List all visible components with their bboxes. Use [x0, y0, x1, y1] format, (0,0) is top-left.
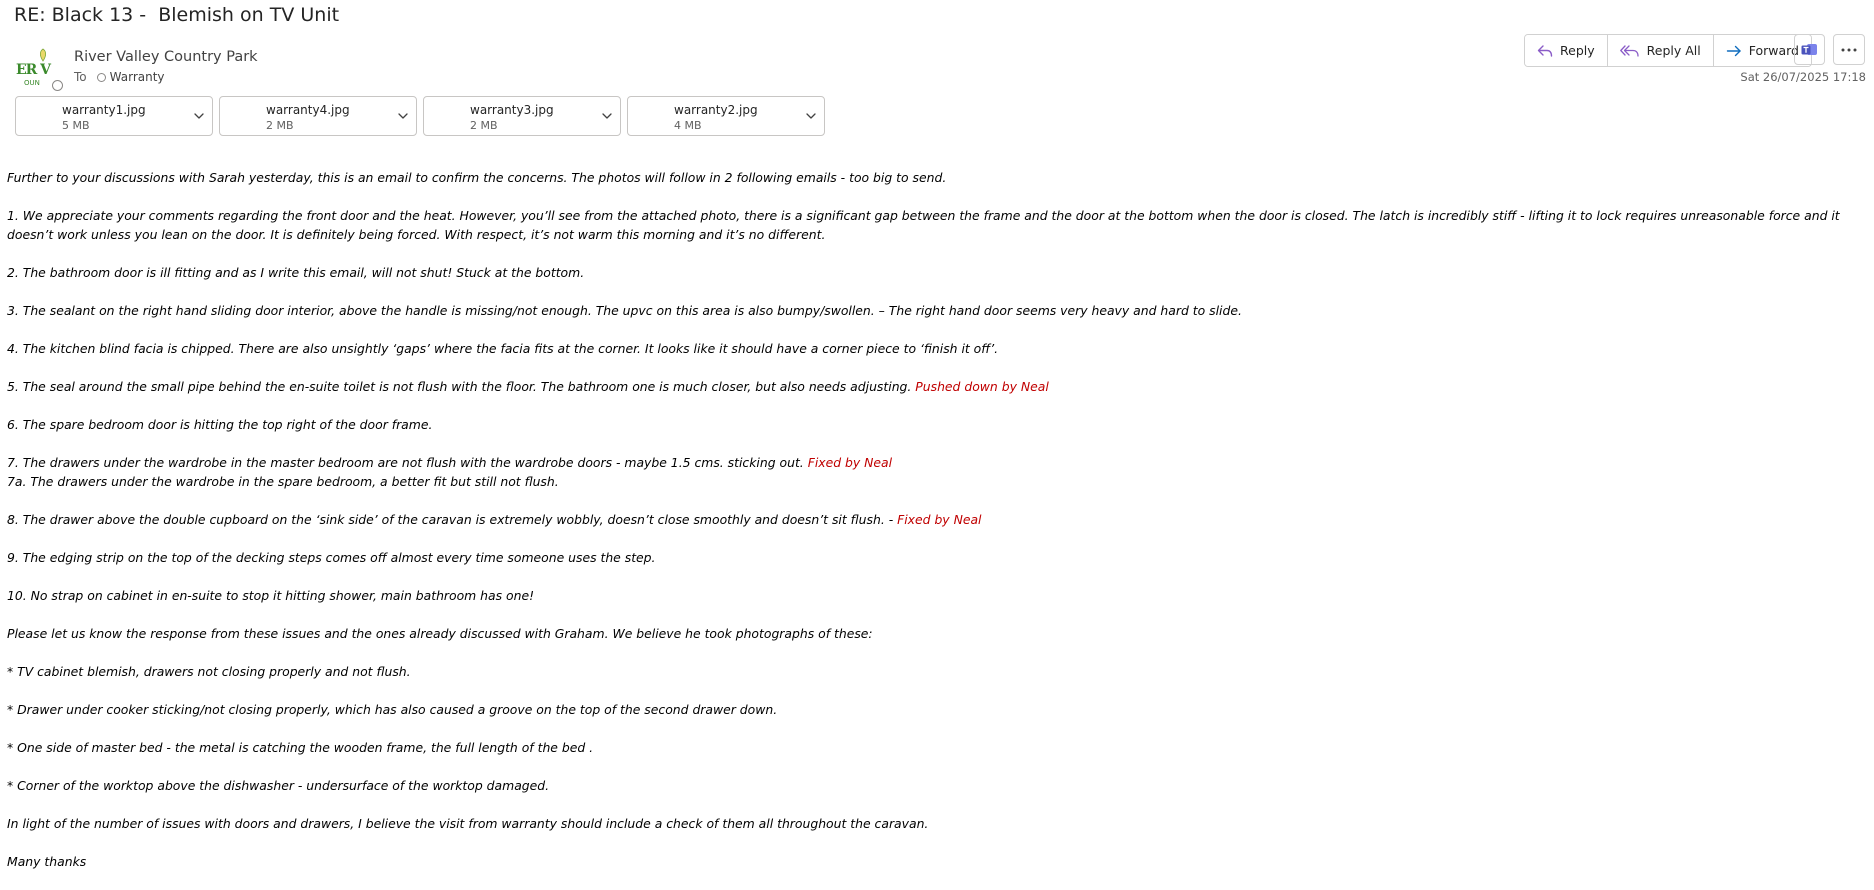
teams-button[interactable] — [1794, 34, 1825, 65]
avatar-logo-text: ER V — [16, 62, 51, 78]
sent-timestamp: Sat 26/07/2025 17:18 — [1740, 70, 1866, 84]
body-paragraph: 7a. The drawers under the wardrobe in the spare bedroom, a better fit but still not flush. — [7, 474, 559, 489]
status-note: Pushed down by Neal — [915, 379, 1049, 394]
chevron-down-icon[interactable] — [396, 109, 410, 123]
body-paragraph: 2. The bathroom door is ill fitting and as I write this email, will not shut! Stuck at the bottom. — [7, 265, 585, 280]
message-actions — [1524, 34, 1812, 67]
body-paragraph: In light of the number of issues with doors and drawers, I believe the visit from warranty should include a check of them all throughout the caravan. — [7, 816, 929, 831]
recipient-presence-icon — [97, 73, 106, 82]
attachment-name: warranty3.jpg — [470, 103, 554, 117]
status-note: Fixed by Neal — [807, 455, 893, 470]
chevron-down-icon[interactable] — [804, 109, 818, 123]
body-paragraph: * Corner of the worktop above the dishwasher - undersurface of the worktop damaged. — [7, 778, 550, 793]
email-subject: RE: Black 13 - Blemish on TV Unit — [14, 4, 340, 26]
body-paragraph: 4. The kitchen blind facia is chipped. There are also unsightly ‘gaps’ where the facia fits at the corner. It looks like it should have a corner piece to ‘finish it off’. — [7, 341, 999, 356]
body-paragraph: 1. We appreciate your comments regarding the front door and the heat. However, you’ll see from the attached photo, there is a significant gap between the frame and the door at the bottom when the door is closed. The latch is incredibly stiff - lifting it to lock requires unreasonable force and it doesn’t work unless you lean on the door. It is definitely being forced. With respect, it’s not warm this morning and it’s no different. — [7, 208, 1840, 242]
attachment-name: warranty2.jpg — [674, 103, 758, 117]
attachment-list — [15, 96, 831, 136]
status-note: Fixed by Neal — [897, 512, 982, 527]
teams-icon — [1801, 42, 1818, 57]
signoff: Many thanks — [7, 854, 87, 869]
body-paragraph — [7, 377, 1867, 396]
attachment-card[interactable] — [423, 96, 621, 136]
body-paragraph — [7, 453, 1867, 472]
chevron-down-icon[interactable] — [192, 109, 206, 123]
body-paragraph: Further to your discussions with Sarah yesterday, this is an email to confirm the concerns. The photos will follow in 2 following emails - too big to send. — [7, 170, 947, 185]
attachment-size: 5 MB — [62, 119, 90, 132]
avatar-logo-sub: OUN — [24, 79, 40, 87]
body-paragraph: * TV cabinet blemish, drawers not closing properly and not flush. — [7, 664, 411, 679]
recipient-line — [74, 70, 165, 84]
body-paragraph: 9. The edging strip on the top of the decking steps comes off almost every time someone uses the step. — [7, 550, 656, 565]
more-icon — [1841, 48, 1857, 52]
item-text: 5. The seal around the small pipe behind the en-suite toilet is not flush with the floor. The bathroom one is much closer, but also needs adjusting. — [7, 379, 916, 394]
forward-icon — [1726, 44, 1742, 58]
reply-label: Reply — [1560, 43, 1595, 58]
attachment-card[interactable] — [15, 96, 213, 136]
body-paragraph: * One side of master bed - the metal is catching the wooden frame, the full length of the bed . — [7, 740, 594, 755]
item-text: 8. The drawer above the double cupboard on the ‘sink side’ of the caravan is extremely wobbly, doesn’t close smoothly and doesn’t sit flush. - — [7, 512, 898, 527]
reply-all-label: Reply All — [1646, 43, 1701, 58]
forward-label: Forward — [1748, 43, 1799, 58]
chevron-down-icon[interactable] — [600, 109, 614, 123]
attachment-size: 2 MB — [470, 119, 498, 132]
body-paragraph: Please let us know the response from these issues and the ones already discussed with Graham. We believe he took photographs of these: — [7, 626, 873, 641]
reply-icon — [1537, 44, 1553, 58]
email-body — [7, 168, 1867, 890]
attachment-name: warranty1.jpg — [62, 103, 146, 117]
to-label: To — [74, 70, 87, 84]
body-paragraph: 6. The spare bedroom door is hitting the top right of the door frame. — [7, 417, 433, 432]
reply-all-button[interactable] — [1608, 35, 1714, 66]
attachment-size: 4 MB — [674, 119, 702, 132]
leaf-icon — [36, 48, 50, 62]
attachment-size: 2 MB — [266, 119, 294, 132]
body-paragraph: 3. The sealant on the right hand sliding door interior, above the handle is missing/not enough. The upvc on this area is also bumpy/swollen. – The right hand door seems very heavy and hard to slide. — [7, 303, 1242, 318]
sender-name[interactable]: River Valley Country Park — [74, 49, 258, 65]
body-paragraph — [7, 510, 1867, 529]
attachment-card[interactable] — [219, 96, 417, 136]
attachment-card[interactable] — [627, 96, 825, 136]
body-paragraph: 10. No strap on cabinet in en-suite to stop it hitting shower, main bathroom has one! — [7, 588, 535, 603]
presence-status-icon — [52, 80, 63, 91]
body-paragraph: * Drawer under cooker sticking/not closing properly, which has also caused a groove on the top of the second drawer down. — [7, 702, 778, 717]
item-text: 7. The drawers under the wardrobe in the master bedroom are not flush with the wardrobe doors - maybe 1.5 cms. sticking out. — [7, 455, 808, 470]
attachment-name: warranty4.jpg — [266, 103, 350, 117]
reply-button[interactable] — [1525, 35, 1608, 66]
more-options-button[interactable] — [1833, 34, 1865, 65]
recipient-name[interactable]: Warranty — [109, 70, 165, 84]
reply-all-icon — [1620, 44, 1640, 58]
